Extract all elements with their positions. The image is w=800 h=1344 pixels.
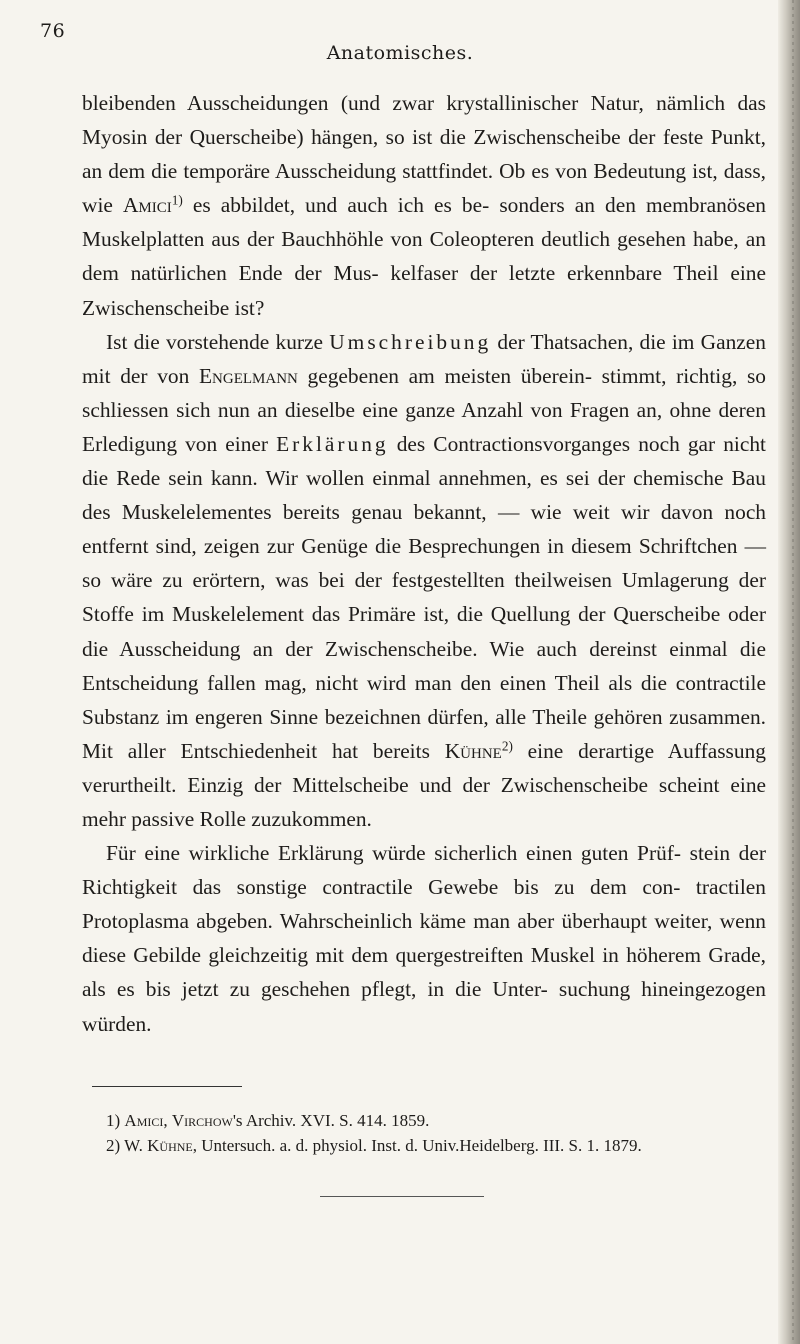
text-line: in höherem Grade, als es bis jetzt zu geschehen pflegt, in die Unter-: [82, 943, 766, 1002]
footnote-mark: 1): [106, 1111, 121, 1130]
text-fragment: es abbildet, und auch ich es be-: [182, 193, 490, 218]
text-line: stimmt, richtig, so schliessen sich nun an dieselbe eine ganze Anzahl: [82, 363, 766, 422]
text-fragment: von Bedeutung ist, dass, wie: [82, 159, 766, 218]
text-line: sonders an den membranösen Muskelplatten aus der Bauchhöhle von: [82, 193, 767, 252]
bottom-rule: [320, 1196, 484, 1197]
footnote-1: [106, 1108, 786, 1133]
footnotes: [106, 1108, 786, 1158]
spaced-emphasis: Umschreibung: [329, 329, 492, 354]
paragraph-1: [82, 86, 766, 325]
footnote-text: , Untersuch. a. d. physiol. Inst. d. Univ.Heidelberg. III. S. 1. 1879.: [192, 1136, 642, 1155]
footnote-separator: [92, 1086, 242, 1087]
body-text: [82, 86, 766, 1041]
text-fragment: von Fragen an, ohne deren Erledigung von einer: [82, 397, 766, 456]
footnote-author: Virchow: [171, 1111, 233, 1130]
text-line: suchung hineingezogen würden.: [82, 977, 766, 1036]
running-title: Anatomisches.: [326, 42, 474, 64]
text-fragment: gehören zusammen. Mit aller Entschiedenheit hat bereits: [82, 704, 767, 763]
text-line: weiter, wenn diese Gebilde gleichzeitig mit dem quergestreiften Muskel: [82, 909, 766, 968]
footnote-ref-2: 2): [501, 738, 513, 754]
footnote-2: [106, 1133, 786, 1158]
text-line: die Ausscheidung an der Zwischenscheibe. Wie auch dereinst einmal: [82, 636, 728, 661]
text-line: tractilen Protoplasma abgeben. Wahrscheinlich käme man aber überhaupt: [82, 875, 766, 934]
cited-author: Kühne: [444, 738, 502, 763]
text-fragment: Ist die vorstehende kurze: [106, 329, 330, 354]
text-line: zur Genüge die Besprechungen in diesem Schriftchen — so wäre zu: [82, 534, 766, 593]
text-line: das Myosin der Querscheibe) hängen, so ist die Zwischenscheibe der: [82, 91, 766, 150]
spaced-emphasis: Erklärung: [276, 431, 389, 456]
text-line: stein der Richtigkeit das sonstige contractile Gewebe bis zu dem con-: [82, 841, 766, 900]
text-line: Coleopteren deutlich gesehen habe, an dem natürlichen Ende der Mus-: [82, 227, 766, 286]
text-line: erörtern, was bei der festgestellten theilweisen Umlagerung der Stoffe: [82, 568, 766, 627]
text-line: im Muskelelement das Primäre ist, die Quellung der Querscheibe oder: [141, 602, 766, 627]
text-fragment: gegebenen am meisten überein-: [297, 363, 592, 388]
footnote-author: Amici: [124, 1111, 164, 1130]
text-line: der Zwischenscheibe scheint eine mehr passive Rolle zuzukommen.: [82, 772, 767, 831]
footnote-text: 's Archiv. XVI. S. 414. 1859.: [232, 1111, 430, 1130]
text-fragment: des: [388, 431, 426, 456]
text-line: bereits genau bekannt, — wie weit wir davon noch entfernt sind, zeigen: [82, 500, 767, 559]
footnote-author: Kühne: [147, 1136, 193, 1155]
text-line: eine derartige Auffassung verurtheilt. Einzig der Mittelscheibe und: [82, 738, 766, 797]
footnote-ref-1: 1): [171, 192, 183, 208]
text-line: bleibenden Ausscheidungen (und zwar krystallinischer Natur, nämlich: [82, 91, 726, 115]
cited-author: Engelmann: [198, 363, 298, 388]
footnote-fragment: ,: [163, 1111, 172, 1130]
text-line: contractile Substanz im engeren Sinne bezeichnen dürfen, alle Theile: [82, 670, 766, 729]
footnote-mark: 2): [106, 1136, 121, 1155]
paragraph-3: [82, 836, 766, 1041]
footnote-fragment: W.: [124, 1136, 148, 1155]
text-line: einmal annehmen, es sei der chemische Bau des Muskelelementes: [82, 466, 766, 525]
text-line: Contractionsvorganges noch gar nicht die Rede sein kann. Wir wollen: [82, 431, 766, 491]
cited-author: Amici: [122, 193, 172, 218]
text-fragment: im Ganzen mit der von: [82, 329, 766, 388]
text-line: feste Punkt, an dem die temporäre Ausscheidung stattfindet. Ob es: [82, 125, 766, 184]
text-line: Für eine wirkliche Erklärung würde sicherlich einen guten Prüf-: [106, 841, 682, 866]
page-number: 76: [40, 20, 66, 42]
paragraph-2: [82, 325, 766, 836]
text-line: die Entscheidung fallen mag, nicht wird man den einen Theil als die: [82, 636, 766, 695]
text-fragment: der Thatsachen, die: [491, 329, 666, 354]
text-line: kelfaser der letzte erkennbare Theil eine Zwischenscheibe ist?: [82, 261, 766, 320]
